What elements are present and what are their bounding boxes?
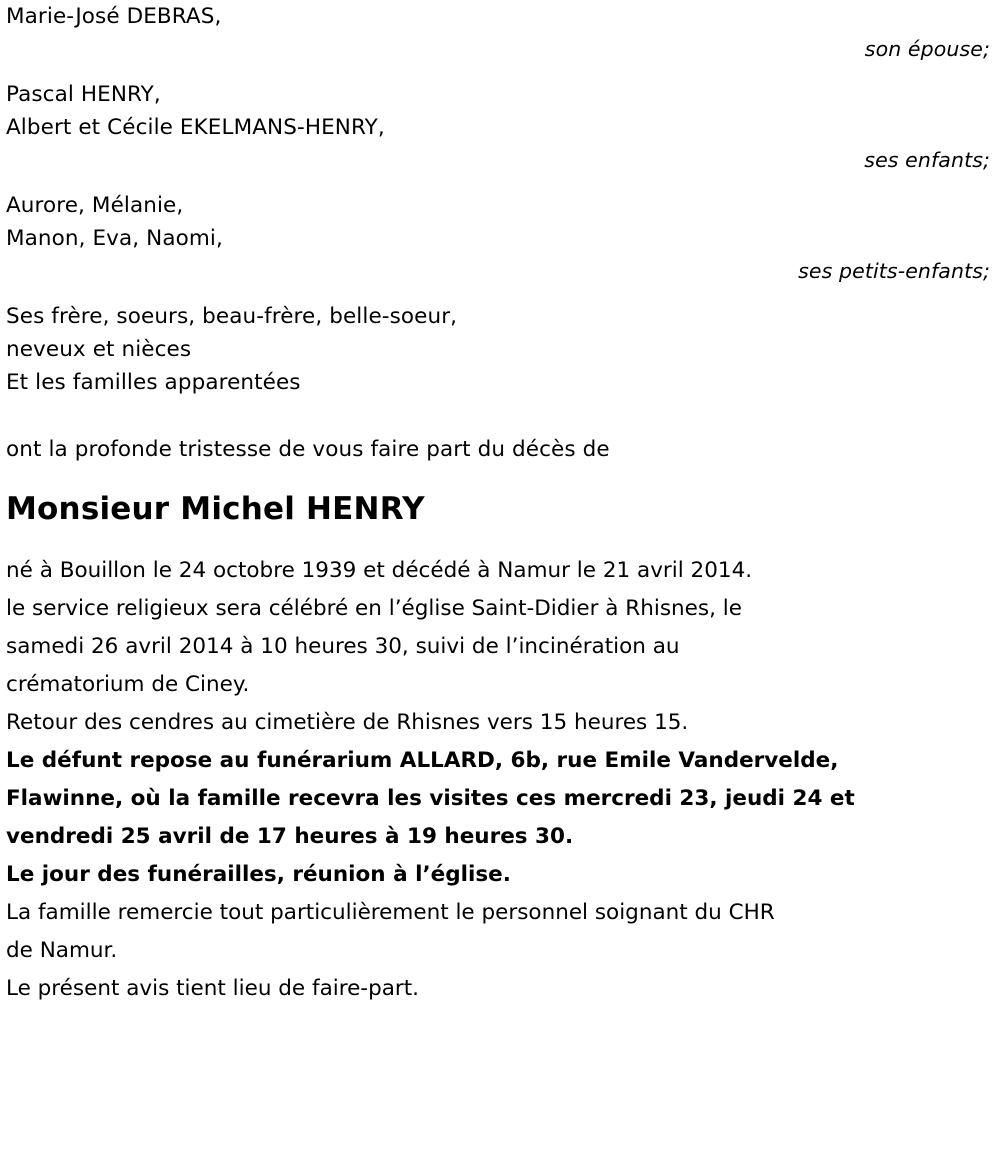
relation-label-row bbox=[0, 33, 1000, 66]
relation-label-row bbox=[0, 255, 1000, 288]
paragraph-line: de Namur. bbox=[6, 938, 118, 963]
family-name-row bbox=[0, 366, 1000, 399]
family-member-name: Marie-José DEBRAS, bbox=[6, 4, 222, 29]
family-group-spouse bbox=[0, 0, 1000, 66]
family-name-row bbox=[0, 333, 1000, 366]
family-member-name: Albert et Cécile EKELMANS-HENRY, bbox=[6, 115, 385, 140]
paragraph-line: samedi 26 avril 2014 à 10 heures 30, suivi de l’incinération au bbox=[6, 634, 680, 659]
deceased-name-row bbox=[0, 488, 1000, 530]
paragraph-line: Retour des cendres au cimetière de Rhisnes vers 15 heures 15. bbox=[6, 710, 689, 735]
relation-label-spouse: son épouse; bbox=[864, 37, 990, 61]
extended-family-line: neveux et nièces bbox=[6, 337, 192, 362]
announcement-intro: ont la profonde tristesse de vous faire part du décès de bbox=[6, 437, 610, 462]
family-member-name: Aurore, Mélanie, bbox=[6, 193, 184, 218]
relation-label-grandchildren: ses petits-enfants; bbox=[798, 259, 990, 283]
family-name-row bbox=[0, 111, 1000, 144]
family-name-row bbox=[0, 222, 1000, 255]
family-name-row bbox=[0, 300, 1000, 333]
announcement-intro-row bbox=[0, 433, 1000, 466]
spacer bbox=[0, 177, 1000, 189]
paragraph-line: Le défunt repose au funérarium ALLARD, 6b, rue Emile Vandervelde, bbox=[6, 748, 839, 773]
paragraph-line: vendredi 25 avril de 17 heures à 19 heures 30. bbox=[6, 824, 574, 849]
family-group-children bbox=[0, 78, 1000, 177]
deceased-name: Monsieur Michel HENRY bbox=[6, 491, 425, 527]
relation-label-children: ses enfants; bbox=[864, 148, 990, 172]
family-member-name: Pascal HENRY, bbox=[6, 82, 161, 107]
extended-family-line: Et les familles apparentées bbox=[6, 370, 301, 395]
family-name-row bbox=[0, 0, 1000, 33]
extended-family-line: Ses frère, soeurs, beau-frère, belle-soeur, bbox=[6, 304, 458, 329]
spacer bbox=[0, 399, 1000, 433]
paragraph-line: Flawinne, où la famille recevra les visites ces mercredi 23, jeudi 24 et bbox=[6, 786, 855, 811]
detail-paragraph-service bbox=[0, 590, 1000, 704]
spacer bbox=[0, 530, 1000, 552]
family-member-name: Manon, Eva, Naomi, bbox=[6, 226, 223, 251]
family-group-extended bbox=[0, 300, 1000, 399]
paragraph-line: le service religieux sera célébré en l’église Saint-Didier à Rhisnes, le bbox=[6, 596, 742, 621]
family-name-row bbox=[0, 189, 1000, 222]
paragraph-line: crématorium de Ciney. bbox=[6, 672, 250, 697]
detail-paragraph-gathering bbox=[0, 856, 1000, 894]
paragraph-line: né à Bouillon le 24 octobre 1939 et décédé à Namur le 21 avril 2014. bbox=[6, 558, 753, 583]
detail-paragraph-thanks bbox=[0, 894, 1000, 970]
spacer bbox=[0, 466, 1000, 488]
paragraph-line: La famille remercie tout particulièrement le personnel soignant du CHR bbox=[6, 900, 775, 925]
detail-paragraph-birth-death bbox=[0, 552, 1000, 590]
spacer bbox=[0, 288, 1000, 300]
paragraph-line: Le jour des funérailles, réunion à l’église. bbox=[6, 862, 511, 887]
detail-paragraph-ashes bbox=[0, 704, 1000, 742]
spacer bbox=[0, 66, 1000, 78]
paragraph-line: Le présent avis tient lieu de faire-part. bbox=[6, 976, 419, 1001]
detail-paragraph-funeral-home bbox=[0, 742, 1000, 856]
family-group-grandchildren bbox=[0, 189, 1000, 288]
relation-label-row bbox=[0, 144, 1000, 177]
family-name-row bbox=[0, 78, 1000, 111]
detail-paragraph-notice bbox=[0, 970, 1000, 1008]
